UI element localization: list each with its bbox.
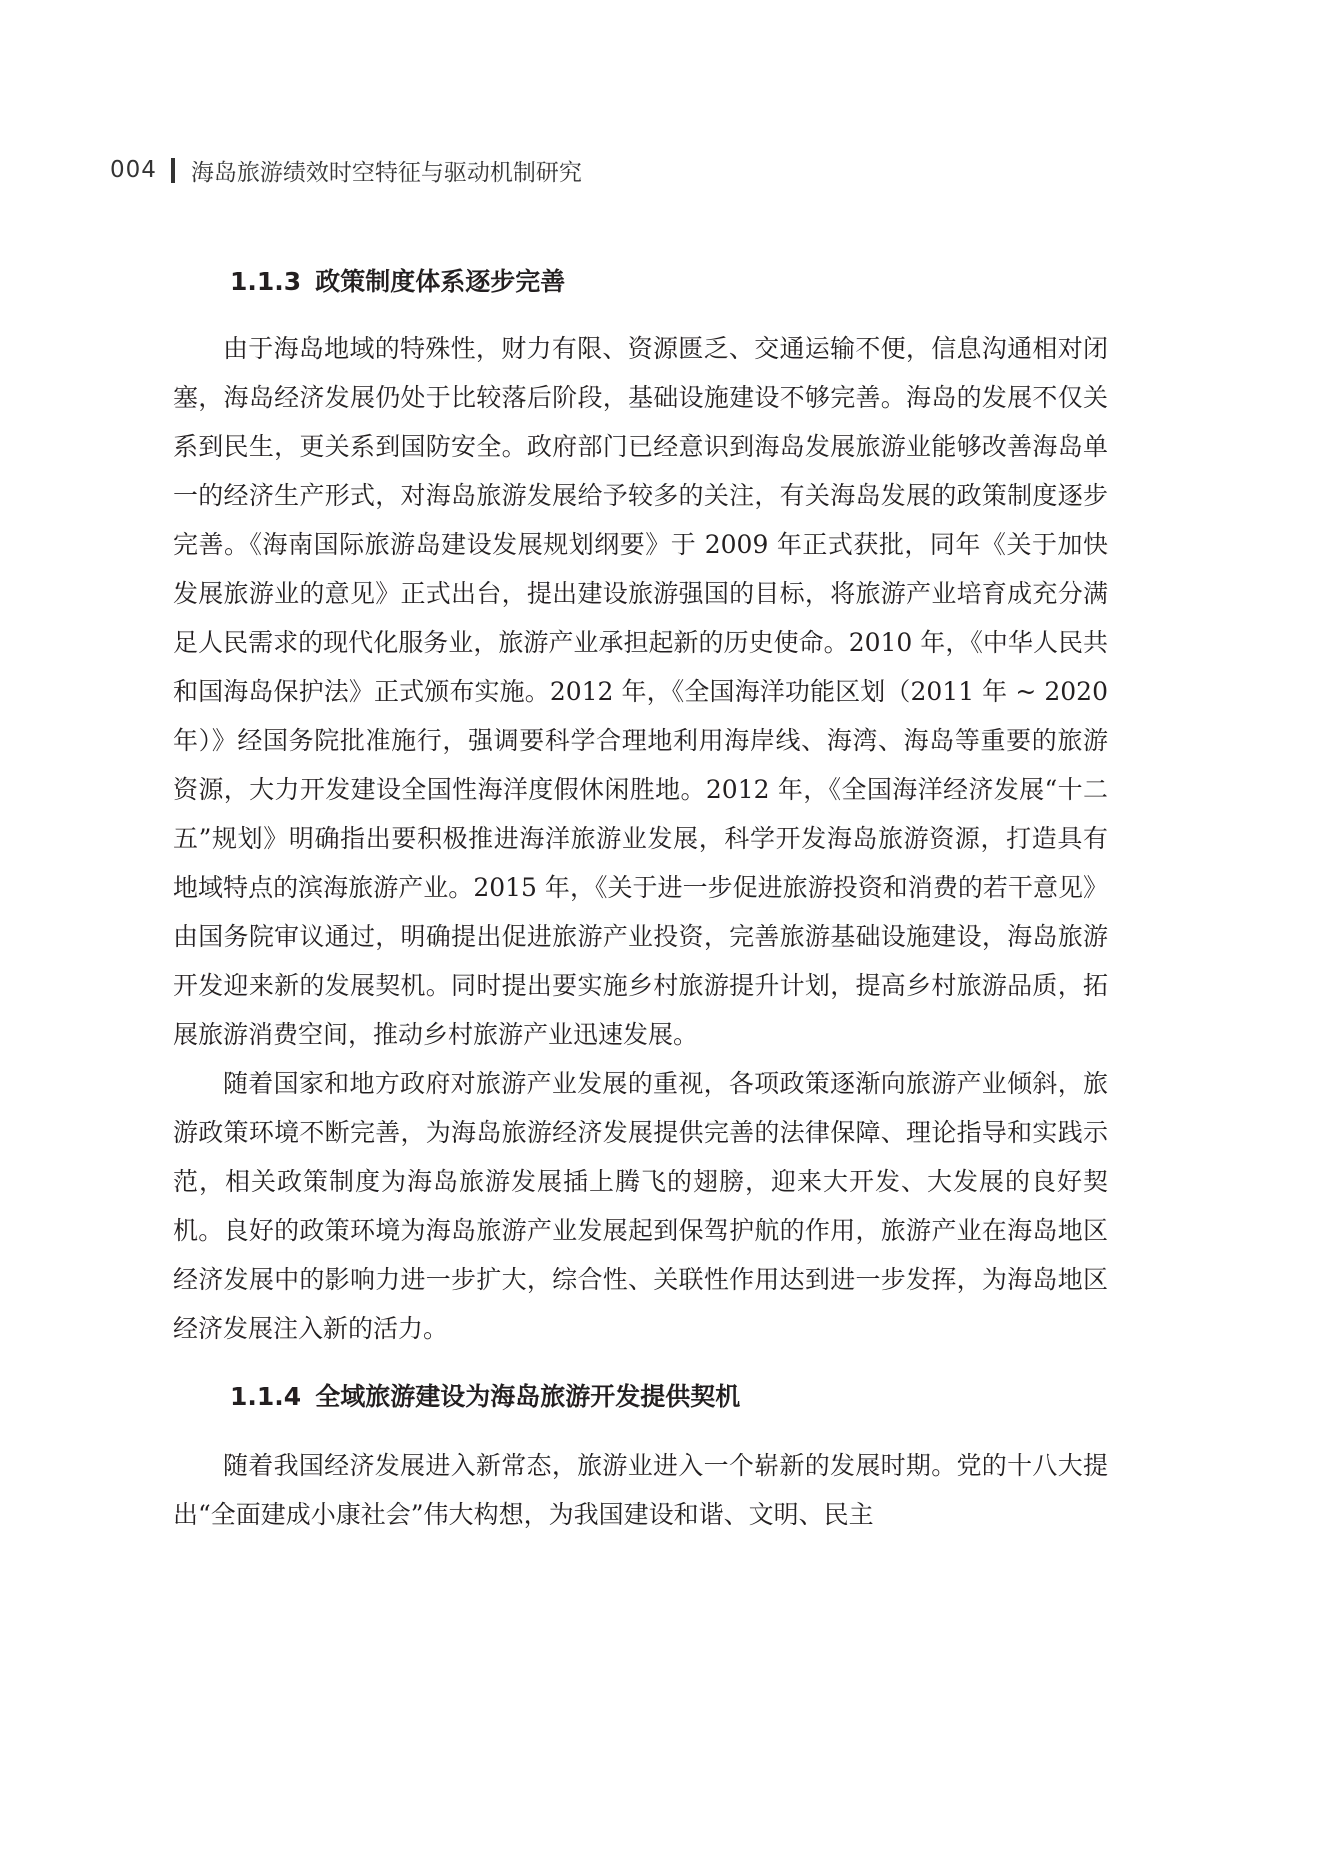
body-paragraph: 随着国家和地方政府对旅游产业发展的重视，各项政策逐渐向旅游产业倾斜，旅游政策环境不断完善，为海岛旅游经济发展提供完善的法律保障、理论指导和实践示范，相关政策制度为海岛旅游发展插上腾飞的翅膀，迎来大开发、大发展的良好契机。良好的政策环境为海岛旅游产业发展起到保驾护航的作用，旅游产业在海岛地区经济发展中的影响力进一步扩大，综合性、关联性作用达到进一步发挥，为海岛地区经济发展注入新的活力。 [173,1069,1108,1343]
header-divider [171,158,175,183]
section-title: 政策制度体系逐步完善 [315,267,566,296]
running-header [110,150,582,190]
page-number: 004 [110,157,157,183]
section-heading-1-1-4 [173,1377,1108,1417]
body-paragraph: 随着我国经济发展进入新常态，旅游业进入一个崭新的发展时期。党的十八大提出“全面建成小康社会”伟大构想，为我国建设和谐、文明、民主 [173,1451,1108,1529]
section-number: 1.1.3 [230,267,302,296]
section-number: 1.1.4 [230,1382,302,1411]
page-body [173,262,1108,1539]
book-title: 海岛旅游绩效时空特征与驱动机制研究 [190,159,582,186]
section-heading-1-1-3 [173,262,1108,302]
section-title: 全域旅游建设为海岛旅游开发提供契机 [315,1382,741,1411]
body-paragraph: 由于海岛地域的特殊性，财力有限、资源匮乏、交通运输不便，信息沟通相对闭塞，海岛经济发展仍处于比较落后阶段，基础设施建设不够完善。海岛的发展不仅关系到民生，更关系到国防安全。政府部门已经意识到海岛发展旅游业能够改善海岛单一的经济生产形式，对海岛旅游发展给予较多的关注，有关海岛发展的政策制度逐步完善。《海南国际旅游岛建设发展规划纲要》于 2009 年正式获批，同年《关于加快发展旅游业的意见》正式出台，提出建设旅游强国的目标，将旅游产业培育成充分满足人民需求的现代化服务业，旅游产业承担起新的历史使命。2010 年，《中华人民共和国海岛保护法》正式颁布实施。2012 年，《全国海洋功能区划（2011 年 ~ 2020 年）》经国务院批准施行，强调要科学合理地利用海岸线、海湾、海岛等重要的旅游资源，大力开发建设全国性海洋度假休闲胜地。2012 年，《全国海洋经济发展“十二五”规划》明确指出要积极推进海洋旅游业发展，科学开发海岛旅游资源，打造具有地域特点的滨海旅游产业。2015 年，《关于进一步促进旅游投资和消费的若干意见》由国务院审议通过，明确提出促进旅游产业投资，完善旅游基础设施建设，海岛旅游开发迎来新的发展契机。同时提出要实施乡村旅游提升计划，提高乡村旅游品质，拓展旅游消费空间，推动乡村旅游产业迅速发展。 [173,334,1108,1049]
